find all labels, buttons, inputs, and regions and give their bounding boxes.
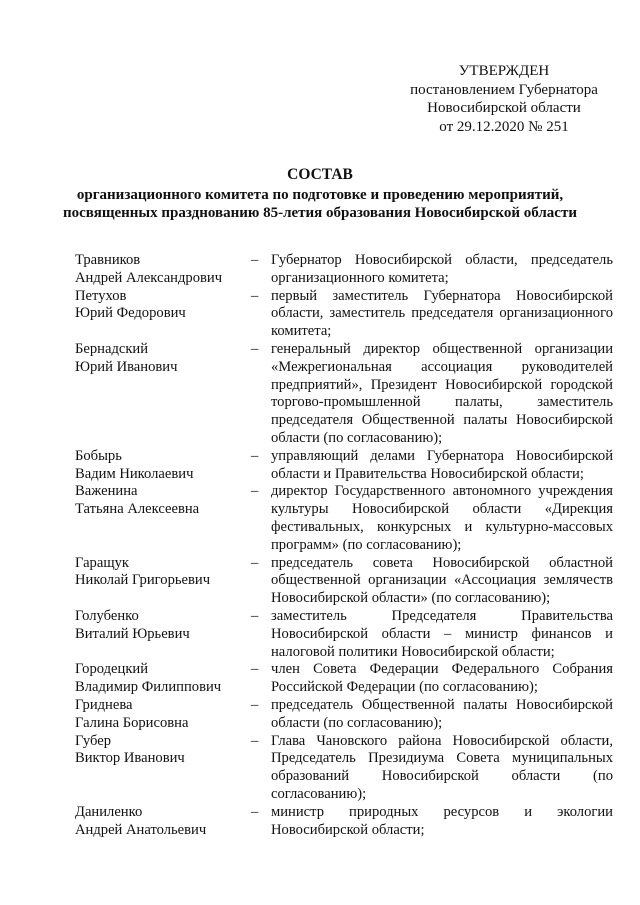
member-surname: Травников: [75, 252, 141, 268]
member-role: директор Государственного автономного учреждения культуры Новосибирской области «Дирекция фестивальных, конкурсных и культурно-массовых программ» (по согласованию);: [271, 483, 613, 553]
member-given-names: Андрей Анатольевич: [75, 821, 207, 838]
member-surname: Голубенко: [75, 607, 139, 624]
member-role: председатель совета Новосибирской областной общественной организации «Ассоциация землячеств Новосибирской области» (по согласованию);: [271, 554, 613, 607]
member-given-names: Владимир Филиппович: [75, 679, 222, 696]
document-title: [40, 166, 600, 222]
member-name: [75, 733, 245, 769]
approval-date-number: от 29.12.2020 № 251: [439, 118, 569, 135]
member-dash: –: [251, 661, 259, 678]
member-role: управляющий делами Губернатора Новосибирской области и Правительства Новосибирской области;: [271, 447, 613, 482]
member-name: [75, 697, 245, 733]
member-dash: –: [251, 252, 259, 268]
approval-stamp: [400, 62, 608, 136]
member-surname: Гриднева: [75, 696, 133, 713]
member-role: первый заместитель Губернатора Новосибирской области, заместитель председателя организационного комитета;: [271, 287, 613, 340]
member-dash: –: [251, 554, 259, 571]
member-dash: –: [251, 340, 259, 357]
member-dash: –: [251, 287, 259, 304]
member-given-names: Татьяна Алексеевна: [75, 501, 200, 518]
member-name: [75, 448, 245, 484]
member-row: [75, 804, 613, 840]
title-subtitle-line-2: посвященных празднованию 85-летия образования Новосибирской области: [63, 205, 577, 221]
member-surname: Губер: [75, 732, 111, 749]
member-name: [75, 555, 245, 591]
member-name: [75, 608, 245, 644]
member-name: [75, 483, 245, 519]
approval-decree: постановлением Губернатора: [410, 81, 598, 98]
member-surname: Бернадский: [75, 340, 149, 357]
member-given-names: Юрий Федорович: [75, 305, 186, 322]
member-dash: –: [251, 483, 259, 500]
member-given-names: Андрей Александрович: [75, 269, 223, 286]
member-dash: –: [251, 803, 259, 820]
member-row: [75, 661, 613, 697]
member-given-names: Галина Борисовна: [75, 714, 189, 731]
member-row: [75, 733, 613, 804]
member-name: [75, 661, 245, 697]
member-given-names: Виктор Иванович: [75, 750, 185, 767]
member-row: [75, 483, 613, 554]
member-row: [75, 697, 613, 733]
member-name: [75, 288, 245, 324]
member-surname: Гаращук: [75, 554, 129, 571]
member-dash: –: [251, 732, 259, 749]
member-given-names: Юрий Иванович: [75, 358, 178, 375]
member-dash: –: [251, 607, 259, 624]
member-role: Губернатор Новосибирской области, председатель организационного комитета;: [271, 252, 613, 286]
approval-heading: УТВЕРЖДЕН: [458, 63, 550, 79]
member-dash: –: [251, 447, 259, 464]
member-surname: Петухов: [75, 287, 127, 304]
member-row: [75, 341, 613, 448]
member-role: генеральный директор общественной организации «Межрегиональная ассоциация руководителей предприятий», Президент Новосибирской городской торгово-промышленной палаты, заместитель председателя Общественной палаты Новосибирской области (по согласованию);: [271, 340, 613, 446]
member-given-names: Николай Григорьевич: [75, 572, 211, 589]
member-role: министр природных ресурсов и экологии Новосибирской области;: [271, 803, 613, 838]
member-role: заместитель Председателя Правительства Новосибирской области – министр финансов и налоговой политики Новосибирской области;: [271, 607, 613, 660]
member-surname: Даниленко: [75, 803, 143, 820]
member-name: [75, 252, 245, 288]
member-name: [75, 804, 245, 840]
title-subtitle-line-1: организационного комитета по подготовке и проведению мероприятий,: [76, 187, 564, 203]
member-dash: –: [251, 696, 259, 713]
member-row: [75, 448, 613, 484]
title-heading: СОСТАВ: [287, 166, 353, 183]
member-row: [75, 252, 613, 288]
member-role: председатель Общественной палаты Новосибирской области (по согласованию);: [271, 696, 613, 731]
member-given-names: Виталий Юрьевич: [75, 625, 190, 642]
member-surname: Городецкий: [75, 661, 149, 678]
member-surname: Важенина: [75, 483, 138, 500]
member-row: [75, 555, 613, 608]
member-row: [75, 288, 613, 341]
member-name: [75, 341, 245, 377]
member-row: [75, 608, 613, 661]
approval-region: Новосибирской области: [427, 100, 581, 116]
member-role: член Совета Федерации Федерального Собрания Российской Федерации (по согласованию);: [271, 661, 613, 696]
member-surname: Бобырь: [75, 447, 122, 464]
member-given-names: Вадим Николаевич: [75, 465, 194, 482]
member-role: Глава Чановского района Новосибирской области, Председатель Президиума Совета муниципальных образований Новосибирской области (по согласованию);: [271, 732, 613, 802]
member-list: [75, 252, 613, 839]
